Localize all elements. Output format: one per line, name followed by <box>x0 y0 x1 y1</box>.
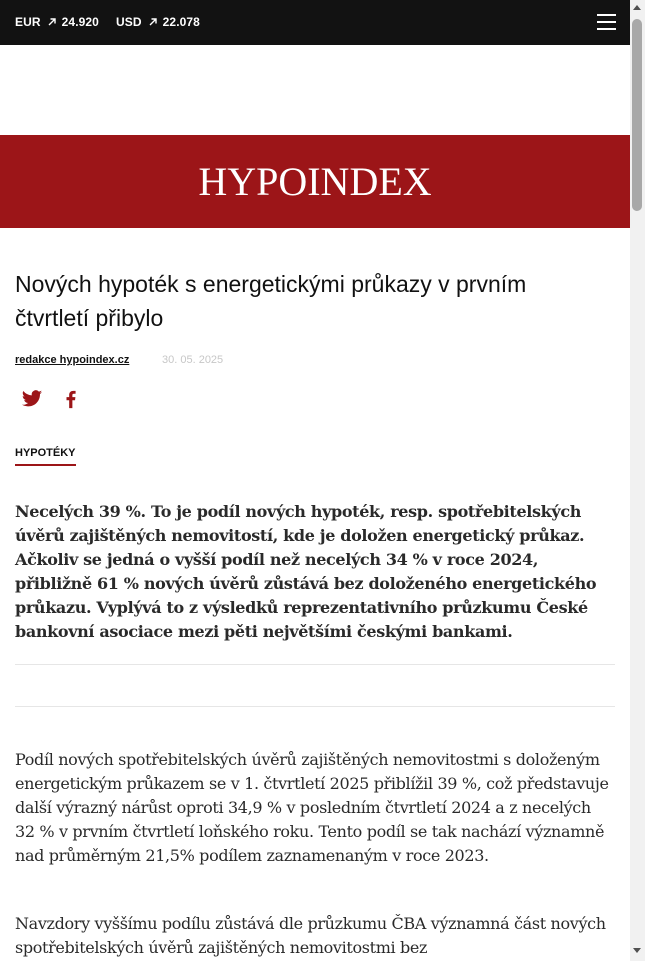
article-lead: Necelých 39 %. To je podíl nových hypoték, resp. spotřebitelských úvěrů zajištěných nemovitostí, kde je doložen energetický průkaz. Ačkoliv se jedná o vyšší podíl než necelých 34 % v roce 2024, přibližně 61 % nových úvěrů zůstává bez doloženého energetického průkazu. Vyplývá to z výsledků reprezentativního průzkumu České bankovní asociace mezi pěti největšími českými bankami. <box>15 502 597 641</box>
ad-space <box>0 45 630 135</box>
divider <box>15 664 615 665</box>
article-paragraph: Podíl nových spotřebitelských úvěrů zajištěných nemovitostmi s doloženým energetickým průkazem se v 1. čtvrtletí 2025 přiblížil 39 %, což představuje další výrazný nárůst oproti 34,9 % v posledním čtvrtletí 2024 a z necelých 32 % v prvním čtvrtletí loňského roku. Tento podíl se tak nachází významně nad průměrným 21,5% podílem zaznamenaným v roce 2023. <box>15 750 609 865</box>
site-logo[interactable]: HYPOINDEX <box>198 159 432 204</box>
scroll-down-arrow-icon[interactable] <box>633 948 641 953</box>
publish-date: 30. 05. 2025 <box>162 354 224 366</box>
scrollbar-thumb[interactable] <box>632 19 642 211</box>
scrollbar[interactable] <box>630 0 645 961</box>
article-paragraph: Navzdory vyššímu podílu zůstává dle průzkumu ČBA významná část nových spotřebitelských úvěrů zajištěných nemovitostmi bez <box>15 914 606 957</box>
divider <box>15 706 615 707</box>
article-title: Nových hypoték s energetickými průkazy v prvním čtvrtletí přibylo <box>15 271 527 331</box>
ticker-value: 22.078 <box>162 15 200 29</box>
ticker-value: 24.920 <box>61 15 99 29</box>
ticker-currency: EUR <box>15 15 41 29</box>
arrow-up-right-icon <box>148 17 158 27</box>
ticker-currency: USD <box>116 15 142 29</box>
facebook-icon[interactable] <box>60 388 82 410</box>
ticker-usd <box>116 15 200 29</box>
scroll-up-arrow-icon[interactable] <box>633 5 641 10</box>
twitter-icon[interactable] <box>21 388 43 410</box>
hamburger-menu-icon[interactable] <box>597 13 616 31</box>
arrow-up-right-icon <box>47 17 57 27</box>
ticker-eur <box>15 15 99 29</box>
author-link[interactable]: redakce hypoindex.cz <box>15 354 130 366</box>
top-bar <box>0 0 630 45</box>
category-tag[interactable]: HYPOTÉKY <box>15 447 76 466</box>
